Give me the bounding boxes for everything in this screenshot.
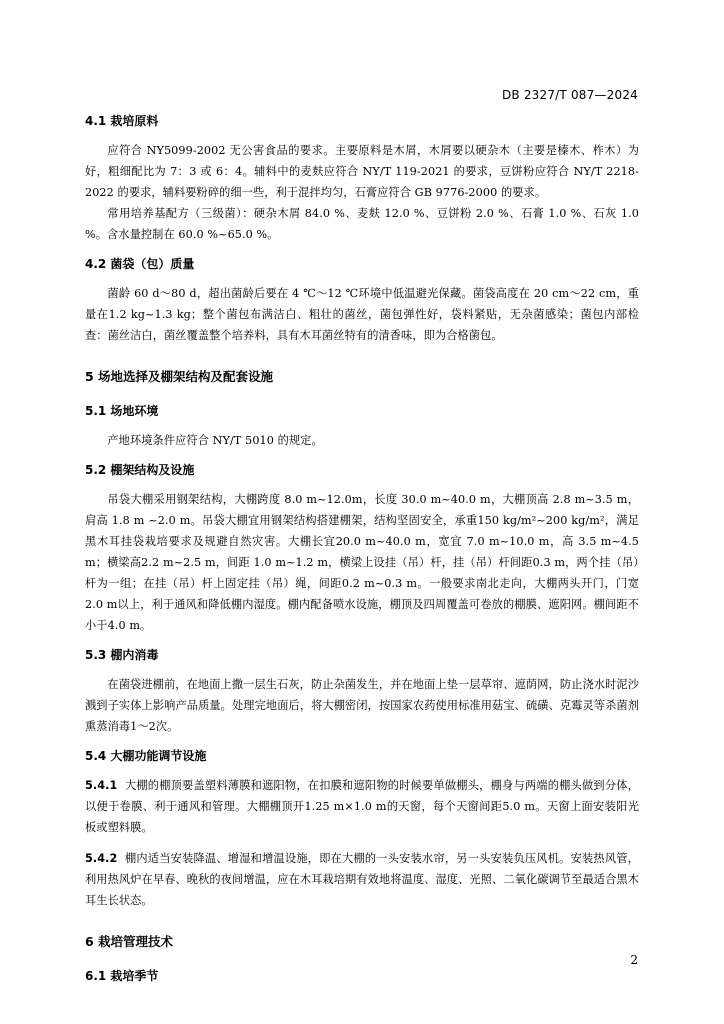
clause-number-5-4-1: 5.4.1 bbox=[85, 779, 118, 792]
section-5-1-paragraph-1: 产地环境条件应符合 NY/T 5010 的规定。 bbox=[107, 434, 323, 447]
section-4-1-paragraph-1: 应符合 NY5099-2002 无公害食品的要求。主要原料是木屑，木屑要以硬杂木（主要是榛木、柞木）为好，粗细配比为 7：3 或 6：4。辅料中的麦麸应符合 NY/T 119-2021 的要求，豆饼粉应符合 NY/T 2218-2022 的要求，辅料要粉碎的细一些，利于混拌均匀，石膏应符合 GB 9776-2000 的要求。 bbox=[85, 144, 639, 199]
section-5-2-paragraph-1: 吊袋大棚采用钢架结构，大棚跨度 8.0 m~12.0m，长度 30.0 m~40.0 m，大棚顶高 2.8 m~3.5 m，肩高 1.8 m ~2.0 m。吊袋大棚宜用钢架结构搭建棚架，结构坚固安全，承重150 kg/m²~200 kg/m²，满足黑木耳挂袋栽培要求及规避自然灾害。大棚长宜20.0 m~40.0 m，宽宜 7.0 m~10.0 m，高 3.5 m~4.5 m；横梁高2.2 m~2.5 m，间距 1.0 m~1.2 m，横梁上设挂（吊）杆，挂（吊）杆间距0.3 m，两个挂（吊）杆为一组；在挂（吊）杆上固定挂（吊）绳，间距0.2 m~0.3 m。一般要求南北走向，大棚两头开门，门宽 2.0 m以上，利于通风和降低棚内湿度。棚内配备喷水设施，棚顶及四周覆盖可卷放的棚膜、遮阳网。棚间距不小于4.0 m。 bbox=[85, 493, 639, 632]
section-5-4-2-paragraph bbox=[85, 848, 639, 911]
section-4-1-heading: 4.1 栽培原料 bbox=[85, 114, 159, 128]
section-6-1-heading: 6.1 栽培季节 bbox=[85, 969, 159, 983]
document-code: DB 2327/T 087—2024 bbox=[501, 88, 638, 102]
section-5-3-paragraph-1: 在菌袋进棚前，在地面上撒一层生石灰，防止杂菌发生，并在地面上垫一层草帘、遮荫网，防止浇水时泥沙溅到子实体上影响产品质量。处理完地面后，将大棚密闭，按国家农药使用标准用菇宝、硫磺、克霉灵等杀菌剂熏蒸消毒1～2次。 bbox=[85, 678, 639, 733]
page-number: 2 bbox=[630, 953, 638, 967]
section-6-heading: 6 栽培管理技术 bbox=[85, 934, 174, 949]
section-5-3-heading: 5.3 棚内消毒 bbox=[85, 648, 159, 662]
section-4-1-paragraph-2: 常用培养基配方（三级菌）：硬杂木屑 84.0 %、麦麸 12.0 %、豆饼粉 2.0 %、石膏 1.0 %、石灰 1.0 %。含水量控制在 60.0 %~65.0 %。 bbox=[85, 207, 639, 241]
section-5-2-heading: 5.2 棚架结构及设施 bbox=[85, 463, 195, 477]
section-5-4-heading: 5.4 大棚功能调节设施 bbox=[85, 749, 207, 763]
clause-text-5-4-2: 棚内适当安装降温、增湿和增温设施，即在大棚的一头安装水帘，另一头安装负压风机。安装热风管，利用热风炉在早春、晚秋的夜间增温，应在木耳栽培期有效地将温度、湿度、光照、二氧化碳调节至最适合黑木耳生长状态。 bbox=[85, 852, 639, 907]
clause-number-5-4-2: 5.4.2 bbox=[85, 852, 118, 865]
document-body bbox=[85, 112, 639, 985]
section-4-2-heading: 4.2 菌袋（包）质量 bbox=[85, 257, 195, 271]
clause-text-5-4-1: 大棚的棚顶要盖塑料薄膜和遮阳物，在扣膜和遮阳物的时候要单做棚头，棚身与两端的棚头做到分体，以便于卷膜、利于通风和管理。大棚棚顶开1.25 m×1.0 m的天窗，每个天窗间距5.0 m。天窗上面安装阳光板或塑料膜。 bbox=[85, 779, 639, 834]
section-5-4-1-paragraph bbox=[85, 775, 639, 838]
section-5-heading: 5 场地选择及棚架结构及配套设施 bbox=[85, 369, 274, 384]
section-5-1-heading: 5.1 场地环境 bbox=[85, 404, 159, 418]
section-4-2-paragraph-1: 菌龄 60 d～80 d，超出菌龄后要在 4 ℃～12 ℃环境中低温避光保藏。菌袋高度在 20 cm～22 cm，重量在1.2 kg~1.3 kg；整个菌包布满洁白、粗壮的菌丝，菌包弹性好，袋料紧贴，无杂菌感染；菌包内部检查：菌丝洁白，菌丝覆盖整个培养料，具有木耳菌丝特有的清香味，即为合格菌包。 bbox=[85, 287, 639, 342]
